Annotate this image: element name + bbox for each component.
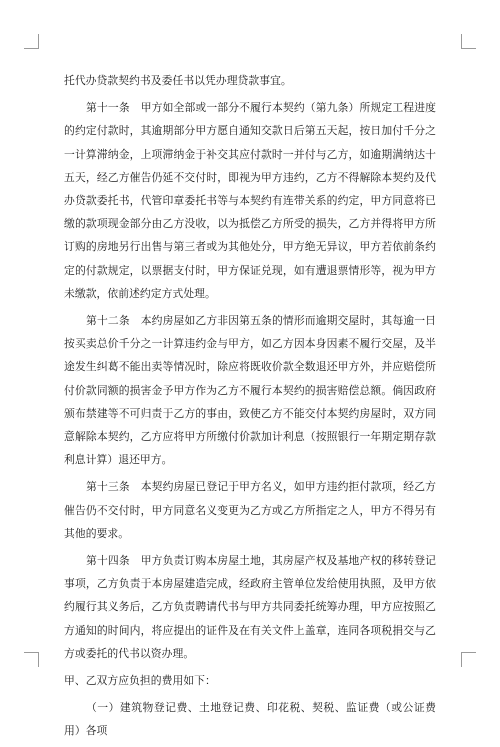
crop-mark-bottom-right: [461, 652, 476, 667]
paragraph-continuation: 托代办贷款契约书及委任书以凭办理贷款事宜。: [64, 74, 292, 87]
paragraph-article-12: 第十二条 本约房屋如乙方非因第五条的情形而逾期交屋时，其每逾一日按买卖总价千分之一计算违约金与甲方，如乙方因本身因素不履行交屋，及半途发生纠葛不能出卖等情况时，除应将既收价款全数退还甲方外，并应赔偿所付价款同额的损害金予甲方作为乙方不履行本契约的损害赔偿总额。倘因政府颁布禁建等不可归责于乙方的事由，致使乙方不能交付本契约房屋时，双方同意解除本契约，乙方应将甲方所缴付价款加计利息（按照银行一年期定期存款利息计算）退还甲方。: [64, 314, 436, 467]
paragraph-fees-heading: 甲、乙双方应负担的费用如下：: [64, 674, 216, 688]
crop-mark-top-left: [24, 34, 39, 49]
crop-mark-top-right: [461, 34, 476, 49]
paragraph-article-11: 第十一条 甲方如全部或一部分不履行本契约（第九条）所规定工程进度的约定付款时，其逾期部分甲方愿自通知交款日后第五天起，按日加付千分之一计算滞纳金，上项滞纳金于补交其应付款时一并付与乙方，如逾期满纳达十五天，经乙方催告仍延不交付时，即视为甲方违约，乙方不得解除本契约及代办贷款委托书，代管印章委托书等与本契约有连带关系的约定，甲方同意将已缴的款项现金部分由乙方没收，以为抵偿乙方所受的损失，乙方并得将甲方所订购的房地另行出售与第三者或为其他处分，甲方绝无异议，甲方若依前条约定的付款规定，以票据支付时，甲方保证兑现，如有遭退票情形等，视为甲方未缴款，依前述约定方式处理。: [64, 101, 436, 300]
paragraph-article-13: 第十三条 本契约房屋已登记于甲方名义，如甲方违约拒付款项，经乙方催告仍不交付时，甲方同意名义变更为乙方或乙方所指定之人，甲方不得另有其他的要求。: [64, 480, 436, 540]
document-body: [64, 69, 436, 747]
paragraph-fees-item-1: （一）建筑物登记费、土地登记费、印花税、契税、监证费（或公证费用）各项: [64, 701, 436, 738]
crop-mark-bottom-left: [24, 652, 39, 667]
paragraph-article-14: 第十四条 甲方负责订购本房屋土地，其房屋产权及基地产权的移转登记事项，乙方负责于本房屋建造完成，经政府主管单位发给使用执照，及甲方依约履行其义务后，乙方负责聘请代书与甲方共同委托统筹办理，甲方应按照乙方通知的时间内，将应提出的证件及在有关文件上盖章，连同各项税捐交与乙方或委托的代书以资办理。: [64, 554, 436, 660]
